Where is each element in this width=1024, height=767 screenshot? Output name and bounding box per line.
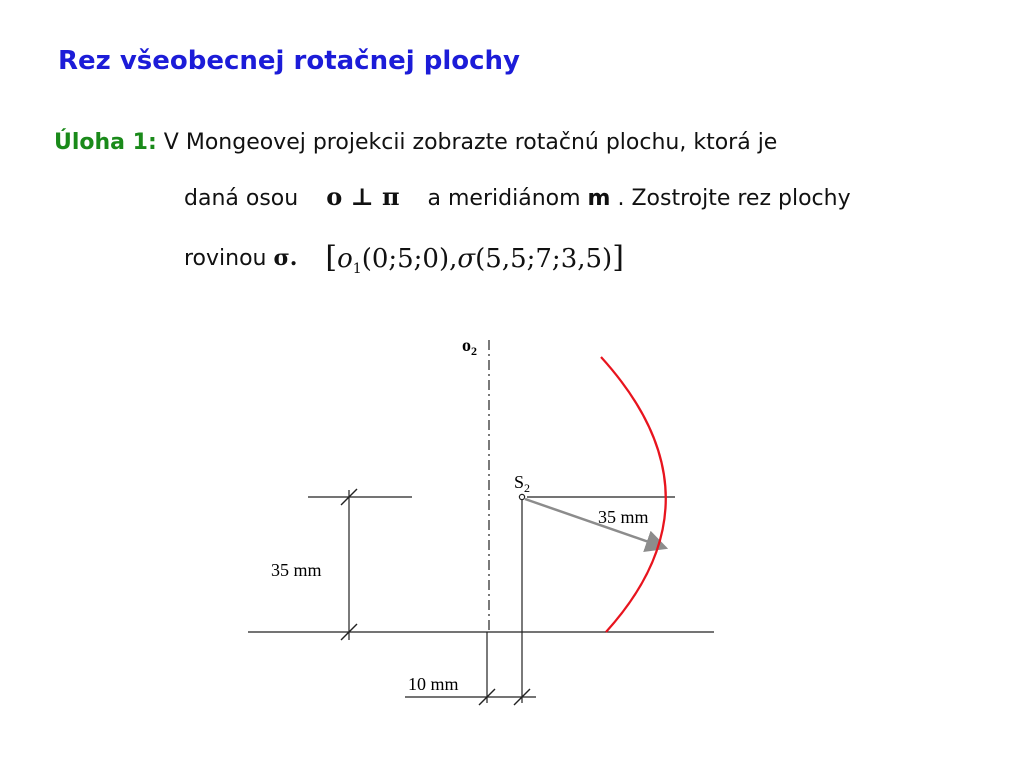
center-point-s2 (519, 494, 524, 499)
axis-coordinates: (0;5;0), (361, 244, 458, 274)
page-title: Rez všeobecnej rotačnej plochy (58, 46, 520, 76)
task-text-line-2-suffix: . Zostrojte rez plochy (617, 186, 851, 211)
close-bracket: ] (612, 240, 624, 275)
axis-subscript: 1 (352, 261, 362, 278)
height-label: 35 mm (271, 560, 322, 580)
task-text-line-2-prefix: daná osou (184, 186, 299, 211)
radius-label: 35 mm (598, 507, 649, 527)
axis-name: o (337, 244, 353, 274)
meridian-symbol: m (587, 186, 611, 211)
task-label: Úloha 1: (54, 130, 157, 155)
plane-coordinates: (5,5;7;3,5) (475, 244, 613, 274)
center-point-label: $S_2$ (514, 472, 531, 495)
plane-symbol: σ. (273, 245, 298, 271)
axis-label: $o_2$ (462, 335, 477, 358)
task-text-line-1: V Mongeovej projekcii zobrazte rotačnú plochu, ktorá je (163, 130, 778, 155)
task-text-line-3-prefix: rovinou (184, 246, 267, 271)
plane-name: σ (457, 244, 476, 274)
meridian-arc (601, 357, 666, 632)
task-text-line-2-middle: a meridiánom (427, 186, 581, 211)
axis-perpendicular-symbol: o ⊥ π (326, 182, 400, 211)
offset-label: 10 mm (408, 674, 459, 694)
open-bracket: [ (325, 240, 338, 275)
